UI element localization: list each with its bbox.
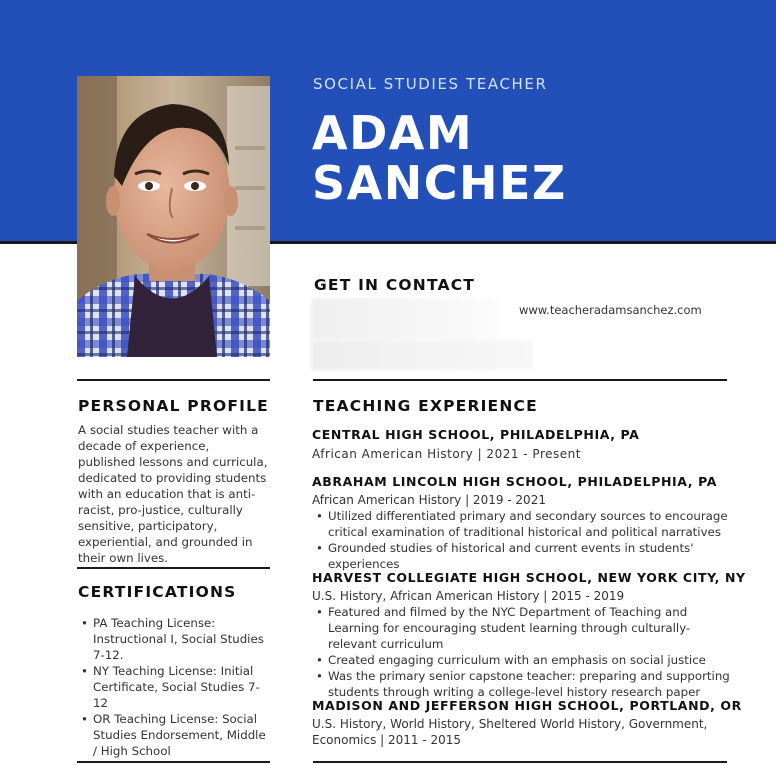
job-entry — [312, 698, 742, 748]
job-role: U.S. History, World History, Sheltered World History, Government, Economics | 2011 - 2015 — [312, 717, 708, 747]
section-divider — [77, 379, 270, 381]
section-divider — [313, 379, 727, 381]
list-item: • Created engaging curriculum with an emphasis on social justice — [312, 652, 732, 668]
certifications-heading: CERTIFICATIONS — [78, 583, 237, 601]
list-item: • NY Teaching License: Initial Certificate, Social Studies 7-12 — [78, 663, 270, 711]
profile-heading: PERSONAL PROFILE — [78, 397, 269, 415]
job-entry — [312, 427, 732, 462]
job-bullets — [312, 508, 732, 572]
certifications-list — [78, 615, 270, 759]
profile-photo — [77, 76, 270, 357]
section-divider — [313, 761, 727, 763]
experience-heading: TEACHING EXPERIENCE — [313, 397, 538, 415]
list-item: • Utilized differentiated primary and secondary sources to encourage critical examination of traditional historical and political narratives — [312, 508, 732, 540]
redacted-contact-info — [311, 298, 498, 340]
section-divider — [77, 567, 270, 569]
website-link[interactable]: www.teacheradamsanchez.com — [519, 303, 702, 317]
school-name: MADISON AND JEFFERSON HIGH SCHOOL, PORTLAND, OR — [312, 698, 742, 713]
job-entry — [312, 570, 746, 700]
section-divider — [77, 761, 270, 763]
list-item: • OR Teaching License: Social Studies Endorsement, Middle / High School — [78, 711, 270, 759]
job-entry — [312, 474, 732, 572]
job-role: African American History | 2021 - Present — [312, 447, 581, 461]
list-item: • PA Teaching License: Instructional I, Social Studies 7-12. — [78, 615, 270, 663]
job-title: SOCIAL STUDIES TEACHER — [313, 75, 548, 93]
school-name: CENTRAL HIGH SCHOOL, PHILADELPHIA, PA — [312, 427, 640, 442]
first-name: ADAM — [312, 106, 474, 160]
candidate-name — [312, 108, 612, 208]
list-item: • Featured and filmed by the NYC Department of Teaching and Learning for encouraging student learning through culturally-relevant curriculum — [312, 604, 732, 652]
job-role: U.S. History, African American History | 2015 - 2019 — [312, 589, 625, 603]
contact-heading: GET IN CONTACT — [314, 276, 476, 294]
school-name: HARVEST COLLEGIATE HIGH SCHOOL, NEW YORK CITY, NY — [312, 570, 746, 585]
redacted-contact-info — [311, 340, 533, 370]
profile-text: A social studies teacher with a decade of experience, published lessons and curricula, dedicated to providing students with an education that is anti-racist, pro-justice, culturally sensitive, participatory, experiential, and grounded in their own lives. — [78, 423, 268, 565]
last-name: SANCHEZ — [312, 156, 567, 210]
school-name: ABRAHAM LINCOLN HIGH SCHOOL, PHILADELPHIA, PA — [312, 474, 717, 489]
job-role: African American History | 2019 - 2021 — [312, 493, 546, 507]
list-item: • Grounded studies of historical and current events in students' experiences — [312, 540, 732, 572]
job-bullets — [312, 604, 732, 700]
list-item: • Was the primary senior capstone teacher: preparing and supporting students through writing a college-level history research paper — [312, 668, 732, 700]
